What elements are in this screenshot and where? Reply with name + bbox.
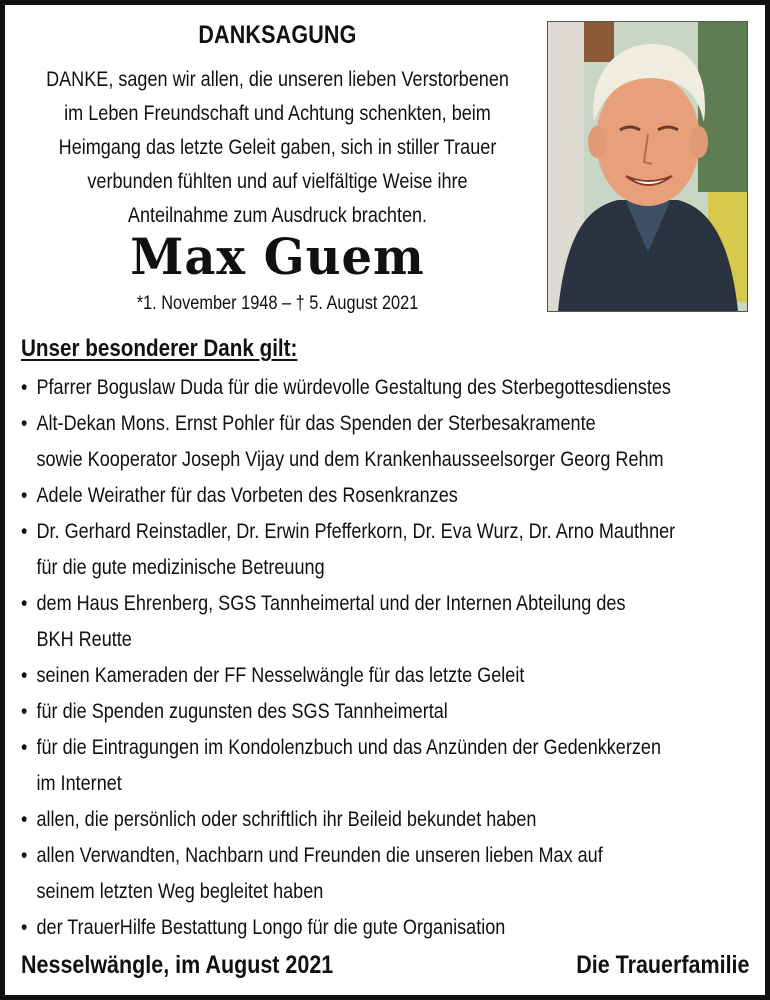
list-item bbox=[21, 910, 709, 946]
intro-line: Anteilnahme zum Ausdruck brachten. bbox=[127, 204, 428, 227]
list-item-line: für die gute medizinische Betreuung bbox=[36, 556, 325, 579]
list-item-line: Dr. Gerhard Reinstadler, Dr. Erwin Pfefferkorn, Dr. Eva Wurz, Dr. Arno Mauthner bbox=[36, 520, 676, 543]
list-item bbox=[21, 370, 709, 406]
list-item bbox=[21, 730, 709, 802]
list-item bbox=[21, 406, 709, 478]
deceased-name: Max Guem bbox=[130, 227, 425, 286]
list-item-line: seinen Kameraden der FF Nesselwängle für das letzte Geleit bbox=[36, 664, 525, 687]
list-item-line: der TrauerHilfe Bestattung Longo für die gute Organisation bbox=[36, 916, 506, 939]
list-item-line: Alt-Dekan Mons. Ernst Pohler für das Spenden der Sterbesakramente bbox=[36, 412, 596, 435]
list-item-line: für die Spenden zugunsten des SGS Tannheimertal bbox=[36, 700, 448, 723]
list-item bbox=[21, 478, 709, 514]
bullet-icon: • bbox=[21, 412, 28, 435]
bullet-icon: • bbox=[21, 844, 28, 867]
thanks-title: Unser besonderer Dank gilt: bbox=[21, 335, 298, 362]
list-item bbox=[21, 514, 709, 586]
bullet-icon: • bbox=[21, 700, 28, 723]
intro-line: DANKE, sagen wir allen, die unseren lieben Verstorbenen bbox=[46, 68, 509, 91]
portrait-photo-icon bbox=[548, 22, 747, 311]
bullet-icon: • bbox=[21, 808, 28, 831]
list-item-line: Pfarrer Boguslaw Duda für die würdevolle Gestaltung des Sterbegottesdienstes bbox=[36, 376, 671, 399]
list-item-line: für die Eintragungen im Kondolenzbuch und das Anzünden der Gedenkkerzen bbox=[36, 736, 661, 759]
list-item-line: Adele Weirather für das Vorbeten des Rosenkranzes bbox=[36, 484, 458, 507]
portrait-photo bbox=[547, 21, 748, 312]
life-dates: *1. November 1948 – † 5. August 2021 bbox=[136, 293, 419, 314]
list-item-line: BKH Reutte bbox=[36, 628, 132, 651]
bullet-icon: • bbox=[21, 916, 28, 939]
list-item bbox=[21, 586, 709, 658]
bullet-icon: • bbox=[21, 664, 28, 687]
list-item-line: im Internet bbox=[36, 772, 122, 795]
list-item bbox=[21, 838, 709, 910]
thanks-list bbox=[21, 370, 709, 946]
place-date: Nesselwängle, im August 2021 bbox=[21, 951, 334, 979]
intro-line: verbunden fühlten und auf vielfältige Weise ihre bbox=[87, 170, 468, 193]
list-item-line: allen Verwandten, Nachbarn und Freunden die unseren lieben Max auf bbox=[36, 844, 603, 867]
intro-text bbox=[5, 63, 550, 233]
list-item bbox=[21, 658, 709, 694]
signature: Die Trauerfamilie bbox=[575, 951, 749, 979]
heading: DANKSAGUNG bbox=[198, 21, 357, 49]
intro-line: im Leben Freundschaft und Achtung schenkten, beim bbox=[64, 102, 491, 125]
list-item bbox=[21, 694, 709, 730]
bullet-icon: • bbox=[21, 592, 28, 615]
bullet-icon: • bbox=[21, 520, 28, 543]
bullet-icon: • bbox=[21, 736, 28, 759]
list-item bbox=[21, 802, 709, 838]
list-item-line: dem Haus Ehrenberg, SGS Tannheimertal und der Internen Abteilung des bbox=[36, 592, 626, 615]
bullet-icon: • bbox=[21, 484, 28, 507]
list-item-line: allen, die persönlich oder schriftlich ihr Beileid bekundet haben bbox=[36, 808, 537, 831]
list-item-line: sowie Kooperator Joseph Vijay und dem Krankenhausseelsorger Georg Rehm bbox=[36, 448, 664, 471]
bullet-icon: • bbox=[21, 376, 28, 399]
list-item-line: seinem letzten Weg begleitet haben bbox=[36, 880, 324, 903]
intro-line: Heimgang das letzte Geleit gaben, sich in stiller Trauer bbox=[58, 136, 497, 159]
